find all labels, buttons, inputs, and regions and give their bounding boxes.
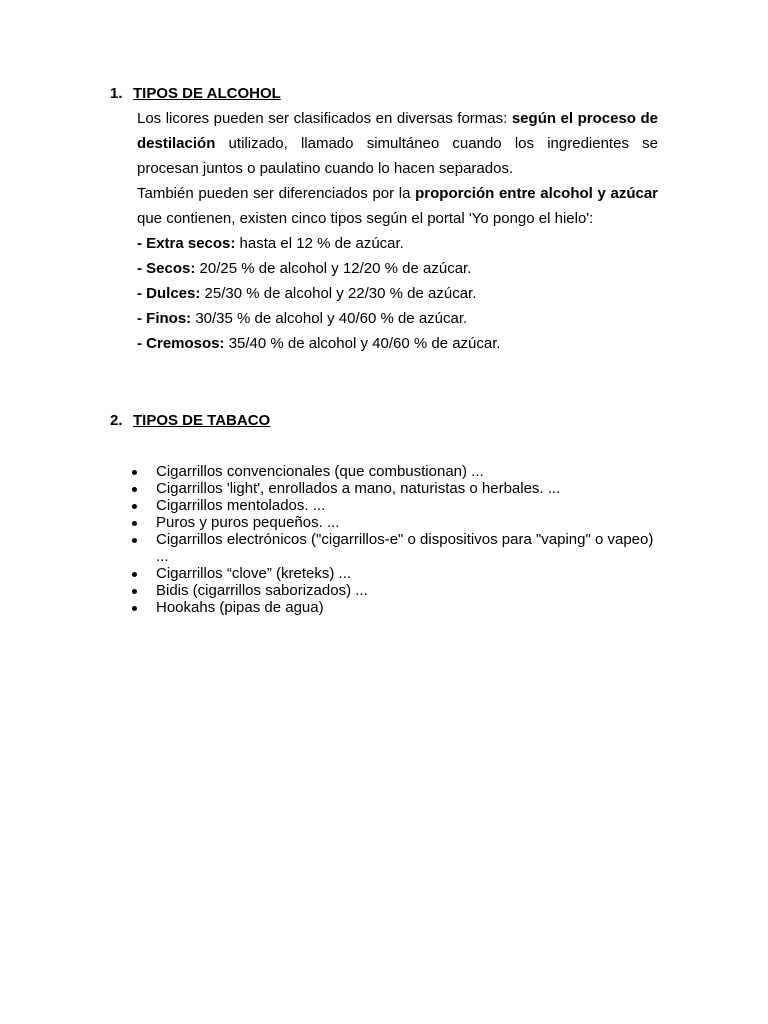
bullet-item: Cigarrillos 'light', enrollados a mano, naturistas o herbales. ... bbox=[110, 480, 658, 497]
bullet-item: Cigarrillos mentolados. ... bbox=[110, 497, 658, 514]
list-item: - Dulces: 25/30 % de alcohol y 22/30 % de azúcar. bbox=[137, 285, 477, 302]
bullet-icon bbox=[132, 521, 137, 526]
bullet-icon bbox=[132, 572, 137, 577]
section-title: TIPOS DE TABACO bbox=[133, 412, 271, 429]
section-alcohol bbox=[110, 84, 658, 356]
section-heading bbox=[110, 411, 658, 431]
section-number: 2. bbox=[110, 412, 123, 429]
list-item: - Finos: 30/35 % de alcohol y 40/60 % de azúcar. bbox=[137, 310, 468, 327]
bullet-icon bbox=[132, 589, 137, 594]
list-item: - Secos: 20/25 % de alcohol y 12/20 % de azúcar. bbox=[137, 260, 472, 277]
list-item: - Cremosos: 35/40 % de alcohol y 40/60 % de azúcar. bbox=[137, 335, 501, 352]
section-number: 1. bbox=[110, 85, 123, 102]
bullet-item: Cigarrillos “clove” (kreteks) ... bbox=[110, 565, 658, 582]
bullet-item: Puros y puros pequeños. ... bbox=[110, 514, 658, 531]
bullet-icon bbox=[132, 470, 137, 475]
bullet-icon bbox=[132, 538, 137, 543]
section-heading bbox=[110, 84, 658, 104]
bullet-list bbox=[110, 463, 658, 616]
list-item: - Extra secos: hasta el 12 % de azúcar. bbox=[137, 235, 404, 252]
paragraph-proporcion: También pueden ser diferenciados por la proporción entre alcohol y azúcar que contienen, existen cinco tipos según el portal 'Yo pongo el hielo': bbox=[137, 185, 659, 227]
bullet-item: Bidis (cigarrillos saborizados) ... bbox=[110, 582, 658, 599]
bullet-item: Hookahs (pipas de agua) bbox=[110, 599, 658, 616]
section-title: TIPOS DE ALCOHOL bbox=[133, 85, 281, 102]
section-body bbox=[137, 106, 658, 356]
section-tabaco bbox=[110, 411, 658, 616]
bullet-item: Cigarrillos convencionales (que combustionan) ... bbox=[110, 463, 658, 480]
bullet-icon bbox=[132, 606, 137, 611]
paragraph-destilacion: Los licores pueden ser clasificados en diversas formas: según el proceso de destilación utilizado, llamado simultáneo cuando los ingredientes se procesan juntos o paulatino cuando lo hacen separados. bbox=[137, 110, 659, 177]
bullet-icon bbox=[132, 504, 137, 509]
bullet-item: Cigarrillos electrónicos ("cigarrillos-e" o dispositivos para "vaping" o vapeo) ... bbox=[110, 531, 658, 565]
bullet-icon bbox=[132, 487, 137, 492]
